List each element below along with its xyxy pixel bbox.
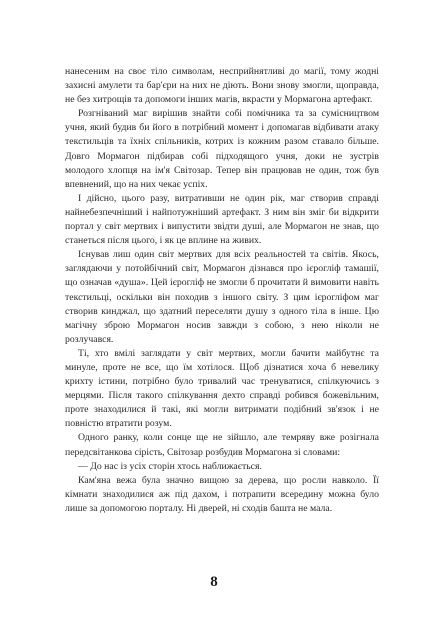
body-text [65,65,379,516]
paragraph: Розгніваний маг вирішив знайти собі помічника та за сумісництвом учня, який будив би його в потрібний момент і допомагав відбивати атаку текстильців та їхніх спільників, котрих із кожним разом ставало більше. Довго Мормагон підбирав собі підходящого учня, доки не зустрів молодого хлопця на ім'я Світозар. Тепер він працював не один, тож був впевнений, що на них чекає успіх. [65,108,379,190]
dialogue-line: — До нас із усіх сторін хтось наближається. [78,460,262,472]
paragraph: нанесеним на своє тіло символам, несприйнятливі до магії, тому жодні захисні амулети та бар'єри на них не діють. Вони знову змогли, щоправда, не без хитрощів та допомоги інших магів, вкрасти у Мормагона артефакт. [65,66,379,106]
paragraph: Кам'яна вежа була значно вищою за дерева, що росли навколо. Її кімнати знаходилися аж під дахом, і потрапити всередину можна було лише за допомогою порталу. Ні дверей, ні сходів башта не мала. [65,474,379,514]
paragraph: Одного ранку, коли сонце ще не зійшло, але темряву вже розігнала передсвітанкова сірість, Світозар розбудив Мормагона зі словами: [65,432,379,458]
page-number: 8 [210,574,218,590]
paragraph: І дійсно, цього разу, витративши не один рік, маг створив справді найнебезпечніший і найпотужніший артефакт. З ним він зміг би відкрити портал у світ мертвих і випустити звідти душі, але Мормагон не знав, що станеться після цього, і як це вплине на живих. [65,192,379,247]
paragraph: Існував лиш один світ мертвих для всіх реальностей та світів. Якось, заглядаючи у потойбічний світ, Мормагон дізнався про ієрогліф тамашії, що означав «душа». Цей ієрогліф не змогли б прочитати й вимовити навіть текстильці, оскільки він походив з іншого світу. З цим ієрогліфом маг створив кинджал, що здатний переселяти душу з одного тіла в інше. Цю магічну зброю Мормагон носив завжди з собою, з нею ніколи не розлучався. [65,249,379,345]
paragraph: Ті, хто вмілі заглядати у світ мертвих, могли бачити майбутнє та минуле, проте не все, що їм хотілося. Щоб дізнатися хоча б невелику крихту істини, потрібно було тривалий час тренуватися, спілкуючись з мерцями. Після такого спілкування дехто справді робився божевільним, проте знаходилися й такі, які могли витримати подібний зв'язок і не повністю втратити розум. [65,347,379,430]
